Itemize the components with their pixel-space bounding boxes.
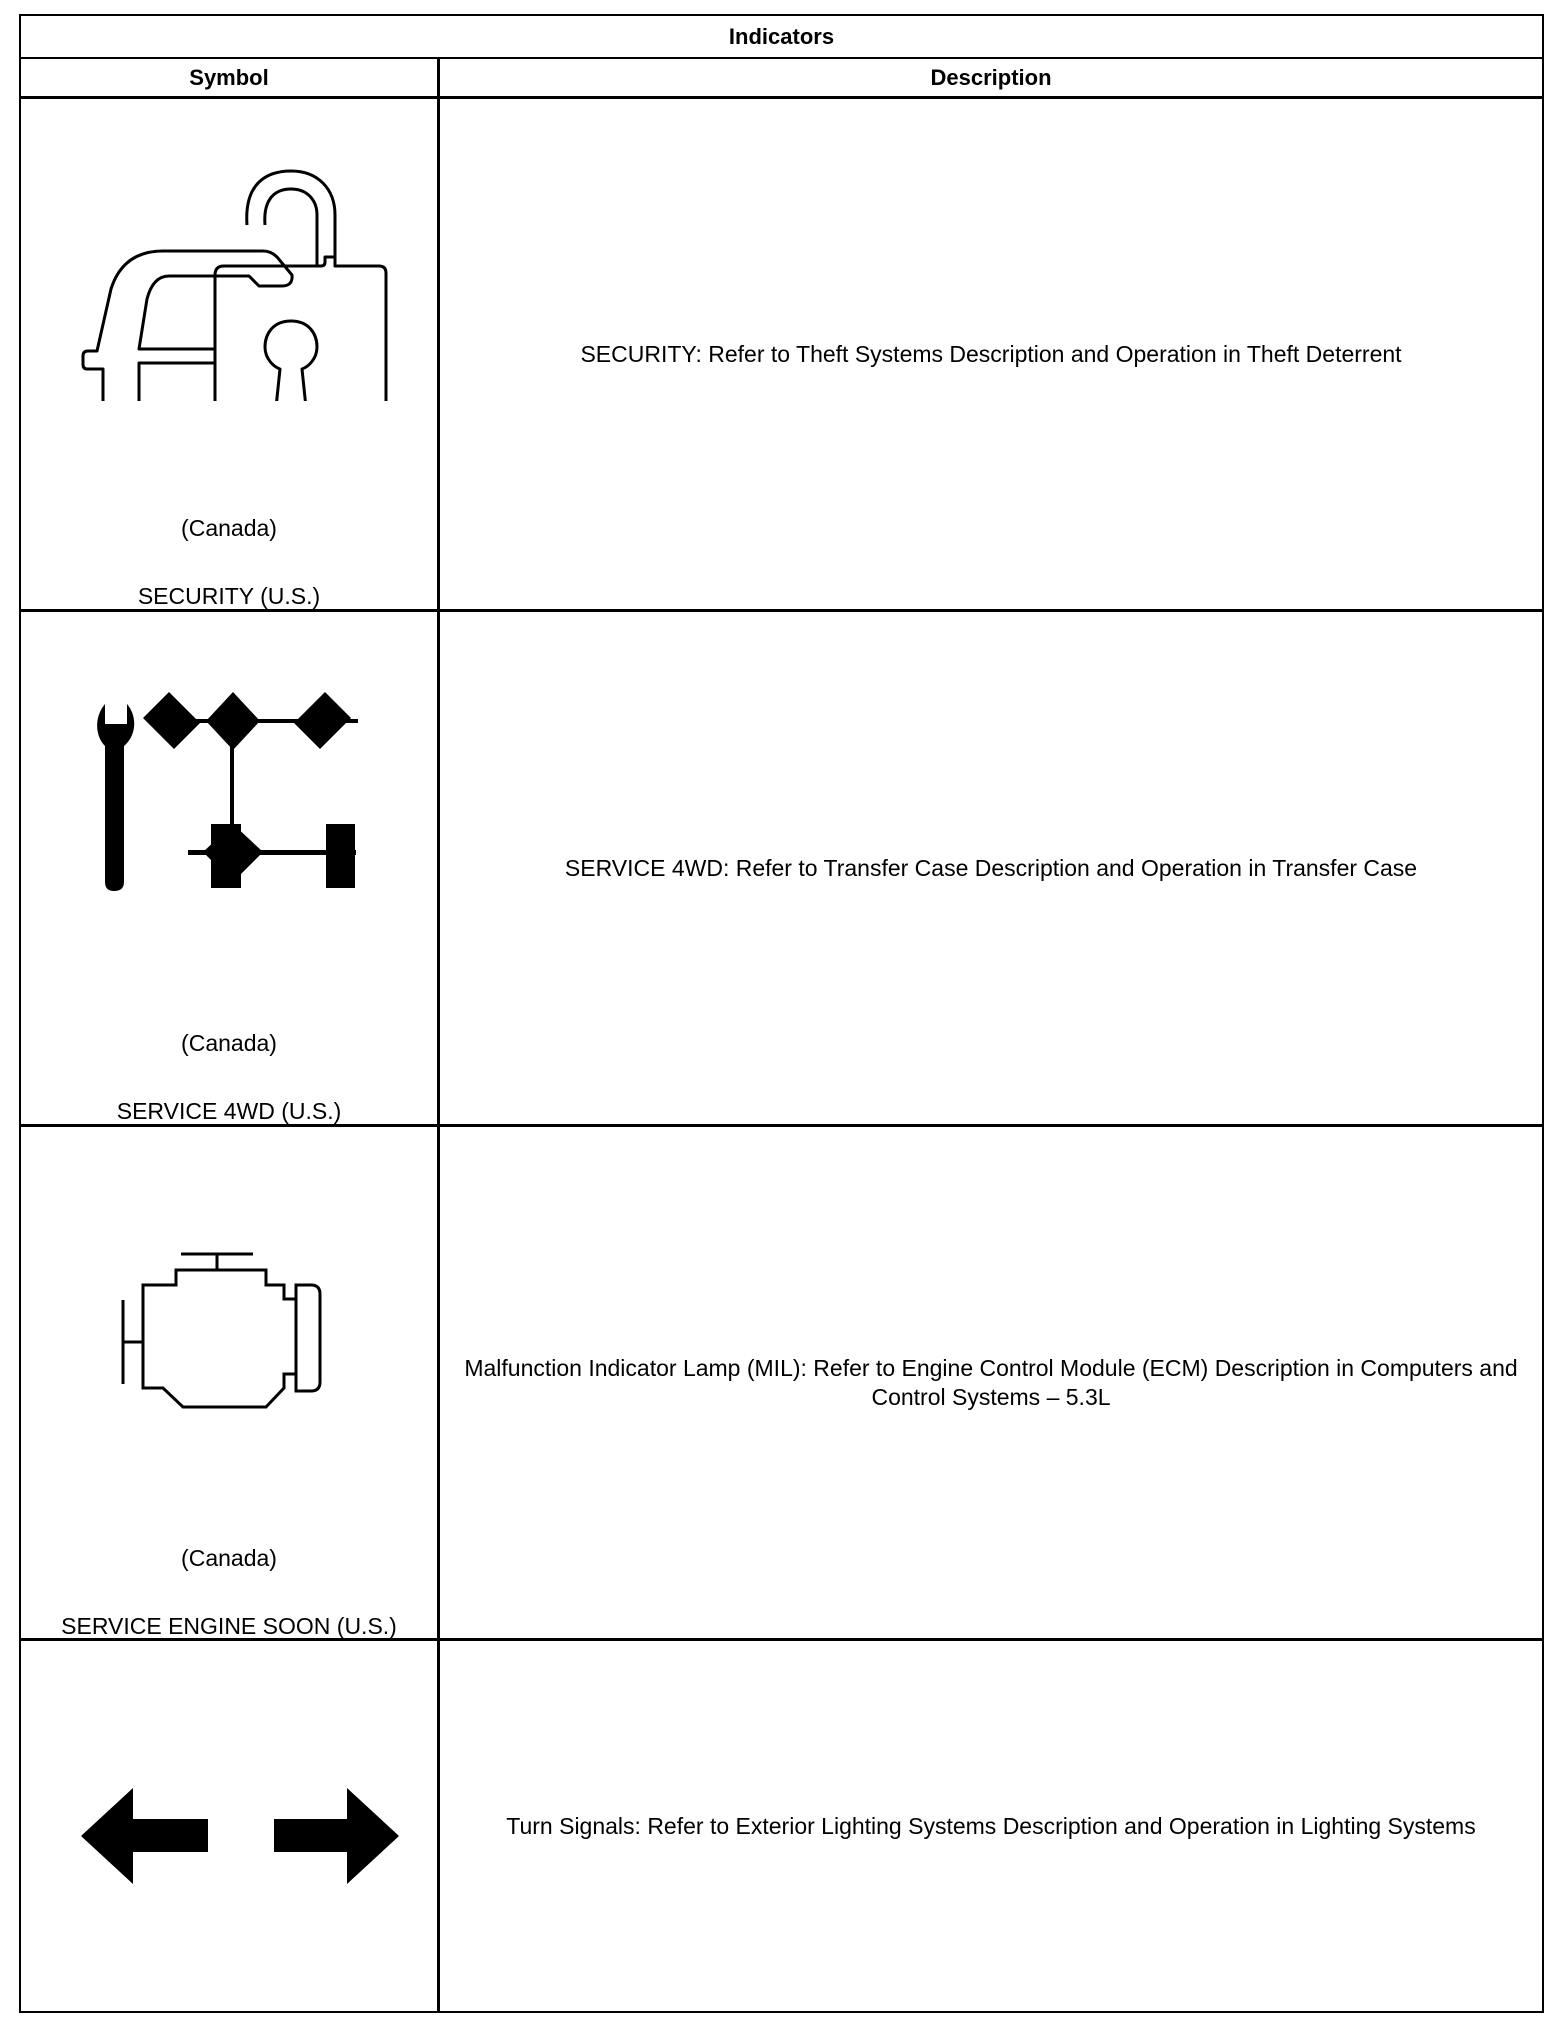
canada-label: (Canada)	[181, 1545, 277, 1571]
service-4wd-icon	[96, 692, 396, 892]
canada-label: (Canada)	[181, 1030, 277, 1056]
canada-label: (Canada)	[181, 515, 277, 541]
us-label: SERVICE ENGINE SOON (U.S.)	[61, 1613, 397, 1639]
table-row-security	[21, 99, 1542, 612]
symbol-cell	[21, 1127, 440, 1638]
description-cell: SECURITY: Refer to Theft Systems Description and Operation in Theft Deterrent	[580, 340, 1402, 367]
symbol-cell	[21, 99, 440, 609]
symbol-column-header: Symbol	[21, 59, 440, 96]
table-row-service-engine-soon	[21, 1127, 1542, 1641]
table-row-turn-signals	[21, 1641, 1542, 2011]
turn-signal-arrows-icon	[81, 1786, 401, 1886]
description-cell: SERVICE 4WD: Refer to Transfer Case Description and Operation in Transfer Case	[564, 854, 1418, 881]
symbol-cell	[21, 1641, 440, 2011]
table-title: Indicators	[21, 16, 1542, 59]
table-row-service-4wd	[21, 612, 1542, 1127]
us-label: SERVICE 4WD (U.S.)	[116, 1098, 342, 1124]
indicators-table	[19, 14, 1544, 2013]
header-row	[21, 59, 1542, 99]
description-column-header: Description	[930, 64, 1052, 90]
us-label: SECURITY (U.S.)	[137, 583, 321, 609]
check-engine-icon	[121, 1252, 371, 1412]
symbol-cell	[21, 612, 440, 1124]
description-cell: Turn Signals: Refer to Exterior Lighting Systems Description and Operation in Lighting Systems	[506, 1812, 1476, 1839]
description-cell: Malfunction Indicator Lamp (MIL): Refer to Engine Control Module (ECM) Description in Computers and Control Systems – 5.3L	[464, 1354, 1518, 1410]
security-lock-vehicle-icon	[73, 169, 393, 401]
